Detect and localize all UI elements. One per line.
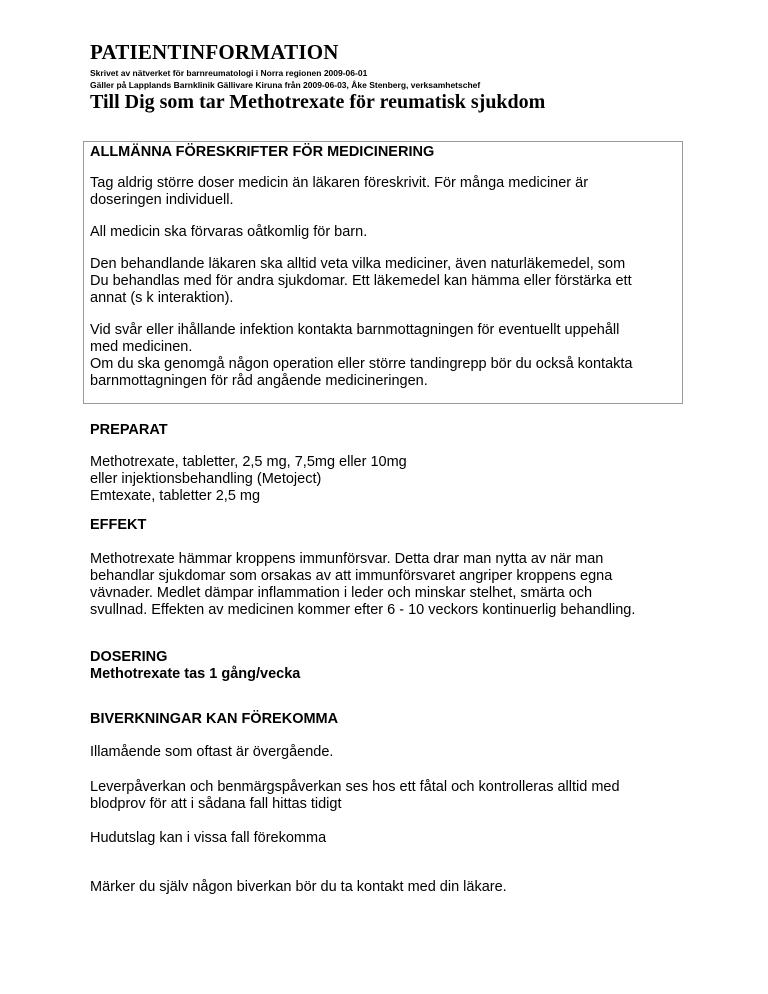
text-line: Om du ska genomgå någon operation eller större tandingrepp bör du också kontakta (90, 356, 633, 372)
text-line: Hudutslag kan i vissa fall förekomma (90, 830, 327, 846)
text-line: Du behandlas med för andra sjukdomar. Ett läkemedel kan hämma eller förstärka ett (90, 273, 632, 289)
text-line: Tag aldrig större doser medicin än läkaren föreskrivit. För många mediciner är (90, 175, 589, 191)
text-line: behandlar sjukdomar som orsakas av att immunförsvaret angriper kroppens egna (90, 568, 613, 584)
text-line: barnmottagningen för råd angående medicineringen. (90, 373, 428, 389)
text-line: svullnad. Effekten av medicinen kommer efter 6 - 10 veckors kontinuerlig behandling. (90, 602, 636, 618)
document-subtitle-validity: Gäller på Lapplands Barnklinik Gällivare Kiruna från 2009-06-03, Åke Stenberg, verksamhetschef (90, 80, 481, 90)
text-line: Methotrexate, tabletter, 2,5 mg, 7,5mg eller 10mg (90, 454, 407, 470)
text-line: Vid svår eller ihållande infektion kontakta barnmottagningen för eventuellt uppehåll (90, 322, 620, 338)
text-line: Leverpåverkan och benmärgspåverkan ses hos ett fåtal och kontrolleras alltid med (90, 779, 620, 795)
preparat-heading: PREPARAT (90, 422, 168, 438)
text-line: All medicin ska förvaras oåtkomlig för barn. (90, 224, 368, 240)
text-line: annat (s k interaktion). (90, 290, 234, 306)
general-instructions-heading: ALLMÄNNA FÖRESKRIFTER FÖR MEDICINERING (90, 144, 435, 160)
text-line: Emtexate, tabletter 2,5 mg (90, 488, 261, 504)
text-line: Illamående som oftast är övergående. (90, 744, 334, 760)
text-line: doseringen individuell. (90, 192, 234, 208)
document-heading: Till Dig som tar Methotrexate för reumatisk sjukdom (90, 91, 546, 113)
text-line: Methotrexate hämmar kroppens immunförsvar. Detta drar man nytta av när man (90, 551, 604, 567)
text-line: Den behandlande läkaren ska alltid veta vilka mediciner, även naturläkemedel, som (90, 256, 626, 272)
dosering-text: Methotrexate tas 1 gång/vecka (90, 666, 301, 682)
text-line: vävnader. Medlet dämpar inflammation i leder och minskar stelhet, smärta och (90, 585, 593, 601)
effekt-heading: EFFEKT (90, 517, 147, 533)
text-line: med medicinen. (90, 339, 193, 355)
text-line: Märker du själv någon biverkan bör du ta kontakt med din läkare. (90, 879, 507, 895)
biverkningar-heading: BIVERKNINGAR KAN FÖREKOMMA (90, 711, 339, 727)
dosering-heading: DOSERING (90, 649, 168, 665)
document-title: PATIENTINFORMATION (90, 40, 339, 64)
document-subtitle-author: Skrivet av nätverket för barnreumatologi i Norra regionen 2009-06-01 (90, 68, 368, 78)
text-line: eller injektionsbehandling (Metoject) (90, 471, 322, 487)
text-line: blodprov för att i sådana fall hittas tidigt (90, 796, 342, 812)
